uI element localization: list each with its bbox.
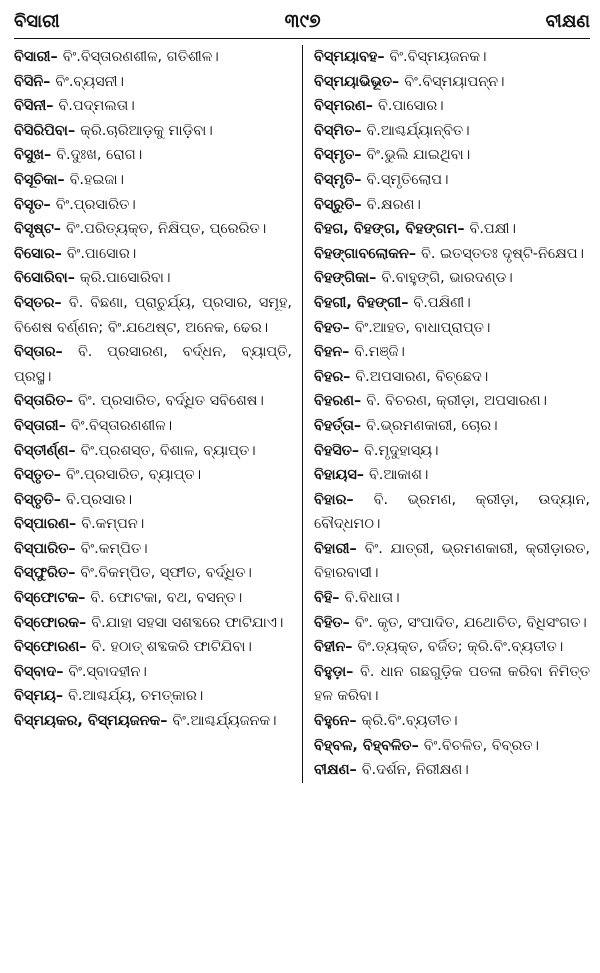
entry-definition: ବି.ହଇଜା।	[69, 171, 125, 188]
entry-definition: ବି. ଇତସ୍ତତଃ ଦୃଷ୍ଟି-ନିକ୍ଷେପ।	[421, 245, 584, 262]
entry-dash: –	[53, 467, 66, 484]
dictionary-entry	[14, 709, 292, 734]
entry-headword: ବିହ୍ବଳ, ବିହ୍ବଳିତ	[314, 737, 412, 754]
dictionary-entry	[314, 365, 590, 390]
dictionary-entry	[14, 291, 292, 340]
entry-dash: –	[54, 294, 69, 311]
entry-headword: ବିସାରୀ	[14, 49, 51, 65]
entry-headword: ବିହୁଡ଼ା	[314, 663, 347, 680]
dictionary-entry	[314, 660, 590, 709]
entry-headword: ବିହାରୀ	[314, 540, 350, 557]
entry-dash: –	[58, 417, 71, 434]
dictionary-entry	[14, 586, 292, 611]
entry-headword: ବିସୋର	[14, 245, 55, 262]
entry-dash: –	[351, 442, 365, 459]
entry-dash: –	[346, 663, 360, 680]
dictionary-entry	[14, 561, 292, 586]
entry-dash: –	[332, 590, 345, 607]
entry-dash: –	[392, 73, 405, 90]
page-header	[14, 6, 590, 36]
dictionary-entry	[14, 635, 292, 660]
entry-headword: ବିସ୍ମରଣ	[314, 98, 366, 115]
entry-dash: –	[79, 614, 92, 631]
entry-headword: ବିହର	[314, 368, 344, 385]
entry-headword: ବିସ୍ପାରଣ	[14, 516, 70, 533]
entry-definition: ବି.ମୃଦୁହାସ୍ୟ।	[364, 442, 439, 459]
entry-definition: ବି.ପ୍ରସାର।	[65, 491, 133, 508]
entry-headword: ବିସ୍ମିତ	[314, 122, 355, 139]
entry-dash: –	[55, 344, 78, 361]
entry-dash: –	[377, 49, 390, 65]
dictionary-entry	[314, 586, 590, 611]
entry-headword: ବିସ୍ତୃତ	[14, 467, 54, 484]
dictionary-entry	[314, 709, 590, 734]
entry-headword: ବିସୁଖ	[14, 147, 44, 164]
entry-dash: –	[55, 688, 69, 705]
dictionary-entry	[314, 439, 590, 464]
entry-dash: –	[354, 393, 367, 410]
dictionary-entry	[314, 119, 590, 144]
entry-definition: ବି.ଯାହା ସହସା ସଶବ୍ଦରେ ଫାଟିଯାଏ।	[91, 614, 284, 631]
entry-dash: –	[43, 196, 56, 213]
entry-definition: ବିଂ.ପ୍ରଶସ୍ତ, ବିଶାଳ, ବ୍ୟାପ୍ତ।	[80, 442, 256, 459]
entry-headword: ବିସ୍ମୟାଭିଭୂତ	[314, 73, 393, 90]
entry-definition: ବି. ଭ୍ରମଣ, କ୍ରୀଡ଼ା, ଉଦ୍ୟାନ, ବୌଦ୍ଧମଠ।	[314, 491, 590, 533]
entry-headword: ବିହାୟସ	[314, 467, 357, 484]
dictionary-entry	[14, 193, 292, 218]
entry-headword: ବିସ୍ବାଦ	[14, 663, 57, 680]
dictionary-entry	[14, 488, 292, 513]
entry-dash: –	[343, 368, 356, 385]
entry-headword: ବିସ୍ତାର	[14, 344, 56, 361]
entry-definition: ବି. ବିଚରଣ, କ୍ରୀଡ଼ା, ଅପସାରଣ।	[366, 393, 547, 410]
dictionary-entry	[314, 463, 590, 488]
dictionary-entry	[14, 414, 292, 439]
entry-headword: ବିସିରିପିବା	[14, 122, 68, 139]
header-rule	[14, 38, 590, 39]
entry-definition: ବି. ଧାନ ଗଛଗୁଡ଼ିକ ପତଳା କରିବା ନିମିତ୍ତ ହଳ କରିବା।	[314, 663, 590, 705]
entry-dash: –	[160, 713, 173, 730]
entry-headword: ବିସୃଷ୍ଟ	[14, 221, 54, 238]
entry-headword: ବିସ୍ଫୋରକ	[14, 614, 80, 631]
entry-definition: ବିଂ. ଯାତ୍ରୀ, ଭ୍ରମଣକାରୀ, କ୍ରୀଡ଼ାରତ, ବିହାରବାସୀ।	[314, 540, 590, 582]
entry-headword: ବିସ୍ପାରିତ	[14, 540, 69, 557]
dictionary-entry	[314, 168, 590, 193]
entry-headword: ବିହଙ୍ଗାବଲୋକନ	[314, 245, 409, 262]
entry-dash: –	[457, 221, 470, 238]
entry-definition: ବିଂ.ବିଚଳିତ, ବିବ୍ରତ।	[423, 737, 539, 754]
entry-headword: ବିହର୍ତ୍ତା	[314, 417, 354, 434]
entry-definition: ବି.ପାସୋର।	[377, 98, 444, 115]
entry-headword: ବିସୂଚିକା	[14, 171, 58, 188]
dictionary-entry	[314, 414, 590, 439]
dictionary-entry	[14, 266, 292, 291]
entry-headword: ବିସୋରିବା	[14, 270, 68, 287]
entry-headword: ବିସ୍ରୁତି	[314, 196, 355, 213]
entry-definition: ବିଂ. ପ୍ରସାରିତ, ବର୍ଦ୍ଧିତ ସବିଶେଷ।	[78, 393, 264, 410]
entry-definition: ବିଂ.ବିସ୍ମୟଜନକ।	[389, 49, 487, 65]
dictionary-entry	[314, 635, 590, 660]
dictionary-entry	[14, 45, 292, 70]
entry-definition: ବି.ପଦ୍ମଲତା।	[58, 98, 135, 115]
entry-dash: –	[349, 540, 365, 557]
dictionary-entry	[14, 660, 292, 685]
entry-definition: ବି.ଆଶ୍ଚର୍ଯ୍ୟାନ୍ବିତ।	[366, 122, 470, 139]
entry-definition: କ୍ରି.ବିଂ.ବ୍ୟତୀତ।	[361, 713, 458, 730]
entry-headword: ବିହଗ, ବିହଙ୍ଗ, ବିହଙ୍ଗମ	[314, 221, 458, 238]
dictionary-entry	[314, 611, 590, 636]
dictionary-entry	[14, 70, 292, 95]
entry-dash: –	[365, 98, 378, 115]
entry-headword: ବିହିତ	[314, 614, 343, 631]
entry-headword: ବିସ୍ତୃତି	[14, 491, 54, 508]
entry-dash: –	[53, 491, 66, 508]
entry-dash: –	[354, 171, 367, 188]
entry-definition: ବି.ପକ୍ଷୀ।	[469, 221, 516, 238]
entry-definition: ବି.ଅପସାରଣ, ବିଚ୍ଛେଦ।	[355, 368, 489, 385]
entry-headword: ବିହାର	[314, 491, 347, 508]
right-column	[302, 45, 590, 783]
entry-headword: ବିସିନି	[14, 73, 44, 90]
entry-definition: ବି.ମଞ୍ଜି।	[354, 344, 405, 361]
entry-headword: ବିସ୍ତାରିତ	[14, 393, 66, 410]
entry-definition: ବିଂ.ବିକମ୍ପିତ, ସ୍ଫୀତ, ବର୍ଦ୍ଧିତ।	[80, 565, 252, 582]
entry-dash: –	[354, 196, 367, 213]
entry-definition: ବି.ବାହୁଙ୍ଗି, ଭାରଦଣ୍ଡ।	[381, 270, 513, 287]
entry-definition: ବିଂ.ପ୍ରସାରିତ।	[55, 196, 136, 213]
dictionary-entry	[14, 512, 292, 537]
entry-dash: –	[401, 294, 414, 311]
entry-dash: –	[345, 639, 358, 656]
dictionary-entry	[314, 143, 590, 168]
entry-dash: –	[369, 270, 382, 287]
entry-dash: –	[53, 221, 67, 238]
dictionary-entry	[314, 217, 590, 242]
entry-definition: ବି. ପ୍ରସାରଣ, ବର୍ଦ୍ଧନ, ବ୍ୟାପ୍ତି, ପ୍ରସ୍ଥ।	[14, 344, 292, 385]
dictionary-entry	[14, 389, 292, 414]
entry-definition: ବିଂ.ତ୍ୟକ୍ତ, ବର୍ଜିତ; କ୍ରି.ବିଂ.ବ୍ୟତୀତ।	[357, 639, 564, 656]
entry-dash: –	[68, 565, 81, 582]
dictionary-entry	[14, 439, 292, 464]
entry-definition: ବିଂ.ପ୍ରସାରିତ, ବ୍ୟାପ୍ତ।	[65, 467, 202, 484]
dictionary-entry	[14, 340, 292, 389]
dictionary-entry	[14, 94, 292, 119]
entry-dash: –	[43, 147, 57, 164]
entry-definition: ବିଂ.କମ୍ପିତ।	[80, 540, 148, 557]
columns	[14, 45, 590, 783]
dictionary-entry	[314, 193, 590, 218]
entry-dash: –	[69, 516, 82, 533]
dictionary-entry	[314, 488, 590, 537]
entry-definition: ବି.ଆଶ୍ଚର୍ଯ୍ୟ, ଚମତ୍କାର।	[68, 688, 204, 705]
entry-dash: –	[50, 49, 63, 65]
entry-definition: ବିଂ.ପରିତ୍ୟକ୍ତ, ନିକ୍ଷିପ୍ତ, ପ୍ରେରିତ।	[66, 221, 267, 238]
entry-headword: ବିସ୍ମୃତି	[314, 171, 355, 188]
entry-headword: ବିହଗୀ, ବିହଙ୍ଗୀ	[314, 294, 402, 311]
page-number: ୩୯୭	[284, 10, 321, 32]
dictionary-entry	[14, 611, 292, 636]
column-divider	[302, 45, 303, 783]
header-left-guideword: ବିସାରୀ	[14, 10, 60, 32]
entry-definition: କ୍ରି.ପାସୋରିବା।	[79, 270, 171, 287]
entry-definition: ବିଂ.ଆଶ୍ଚର୍ଯ୍ୟଜନକ।	[172, 713, 277, 730]
entry-headword: ବିହୀନ	[314, 639, 346, 656]
entry-headword: ବିହସିତ	[314, 442, 352, 459]
dictionary-entry	[314, 291, 590, 316]
entry-definition: ବି.ସ୍ମୃତିଲୋପ।	[366, 171, 449, 188]
dictionary-entry	[314, 389, 590, 414]
dictionary-entry	[314, 45, 590, 70]
dictionary-entry	[314, 94, 590, 119]
dictionary-entry	[314, 266, 590, 291]
entry-dash: –	[57, 171, 70, 188]
entry-headword: ବିସ୍ଫୁରିତ	[14, 565, 69, 582]
entry-definition: ବିଂ.ବିସ୍ତାରଣଶୀଳ, ଗତିଶୀଳ।	[62, 49, 219, 65]
entry-headword: ବିହି	[314, 590, 333, 607]
entry-dash: –	[78, 590, 91, 607]
entry-definition: ବିଂ.ବ୍ୟସନୀ।	[55, 73, 125, 90]
entry-dash: –	[65, 393, 79, 410]
entry-definition: ବି. ବିଛଣା, ପ୍ରାଚୁର୍ଯ୍ୟ, ପ୍ରସାର, ସମୂହ, ବିଶେଷ ବର୍ଣ୍ଣନ; ବିଂ.ଯଥେଷ୍ଟ, ଅନେକ, ଢେର।	[14, 294, 292, 336]
entry-definition: ବିଂ.ସ୍ବାଦହୀନ।	[68, 663, 147, 680]
entry-definition: ବି.ଦର୍ଶନ, ନିରୀକ୍ଷଣ।	[361, 762, 469, 779]
entry-headword: ବୀକ୍ଷଣ	[314, 762, 350, 779]
entry-headword: ବିହୁନେ	[314, 713, 350, 730]
entry-headword: ବିସ୍ତର	[14, 294, 55, 311]
entry-dash: –	[346, 491, 374, 508]
entry-headword: ବିସ୍ତୀର୍ଣ୍ଣ	[14, 442, 69, 459]
entry-definition: ବି. ହଠାତ୍ ଶବ୍ଦକରି ଫାଟିଯିବା।	[91, 639, 252, 656]
entry-dash: –	[68, 442, 81, 459]
entry-definition: ବି.କ୍ଷରଣ।	[366, 196, 421, 213]
entry-definition: ବିଂ.ବିସ୍ମୟାପନ୍ନ।	[404, 73, 505, 90]
entry-dash: –	[354, 122, 367, 139]
entry-headword: ବିସ୍ମୃତ	[314, 147, 355, 164]
entry-definition: ବି.ଦୁଃଖ, ରୋଗ।	[56, 147, 143, 164]
entry-definition: ବି.ବିଧାତା।	[344, 590, 400, 607]
entry-definition: ବି.ଆକାଶ।	[368, 467, 429, 484]
entry-headword: ବିସ୍ମୟ	[14, 688, 56, 705]
entry-headword: ବିହନ	[314, 344, 343, 361]
entry-dash: –	[356, 467, 369, 484]
dictionary-entry	[314, 340, 590, 365]
entry-headword: ବିସ୍ଫୋରଣ	[14, 639, 80, 656]
entry-definition: ବି.ଭ୍ରମଣକାରୀ, ଚୋର।	[366, 417, 498, 434]
dictionary-entry	[14, 217, 292, 242]
entry-definition: ବିଂ.ଆହତ, ବାଧାପ୍ରାପ୍ତ।	[354, 319, 491, 336]
entry-headword: ବିସିନୀ	[14, 98, 47, 115]
dictionary-entry	[14, 242, 292, 267]
dictionary-entry	[314, 242, 590, 267]
dictionary-entry	[314, 70, 590, 95]
entry-dash: –	[411, 737, 424, 754]
entry-dash: –	[349, 762, 362, 779]
entry-dash: –	[68, 540, 81, 557]
entry-dash: –	[67, 270, 80, 287]
entry-definition: ବିଂ.ଭୁଲି ଯାଇଥିବା।	[366, 147, 471, 164]
entry-headword: ବିସୃତ	[14, 196, 44, 213]
dictionary-entry	[14, 684, 292, 709]
entry-headword: ବିହତ	[314, 319, 343, 336]
entry-definition: ବି.ପକ୍ଷିଣୀ।	[413, 294, 471, 311]
entry-dash: –	[46, 98, 59, 115]
entry-dash: –	[56, 663, 69, 680]
entry-definition: ବିଂ.ବିସ୍ତାରଣଶୀଳ।	[70, 417, 173, 434]
entry-dash: –	[43, 73, 56, 90]
header-right-guideword: ବୀକ୍ଷଣ	[545, 10, 590, 32]
left-column	[14, 45, 302, 783]
entry-headword: ବିସ୍ତାରୀ	[14, 417, 59, 434]
dictionary-entry	[14, 537, 292, 562]
entry-dash: –	[79, 639, 92, 656]
entry-dash: –	[349, 713, 362, 730]
entry-dash: –	[353, 417, 367, 434]
entry-headword: ବିସ୍ମୟକର, ବିସ୍ମୟଜନକ	[14, 713, 161, 730]
dictionary-entry	[14, 168, 292, 193]
entry-dash: –	[342, 344, 355, 361]
dictionary-entry	[314, 316, 590, 341]
dictionary-entry	[14, 463, 292, 488]
entry-definition: ବିଂ. କୃତ, ସଂପାଦିତ, ଯଥୋଚିତ, ବିଧିସଂଗତ।	[354, 614, 587, 631]
dictionary-entry	[314, 537, 590, 586]
entry-dash: –	[54, 245, 67, 262]
entry-definition: କ୍ରି.ଚାରିଆଡ଼କୁ ମାଡ଼ିବା।	[80, 122, 213, 139]
entry-definition: ବିଂ.ପାସୋର।	[66, 245, 137, 262]
entry-definition: ବି.କମ୍ପନ।	[81, 516, 145, 533]
entry-dash: –	[408, 245, 422, 262]
dictionary-entry	[14, 143, 292, 168]
entry-headword: ବିସ୍ମୟାବହ	[314, 49, 378, 65]
entry-headword: ବିହରଣ	[314, 393, 354, 410]
dictionary-entry	[314, 734, 590, 759]
entry-headword: ବିହଙ୍ଗିକା	[314, 270, 370, 287]
entry-dash: –	[342, 319, 355, 336]
dictionary-entry	[314, 758, 590, 783]
entry-dash: –	[342, 614, 355, 631]
dictionary-entry	[14, 119, 292, 144]
entry-headword: ବିସ୍ଫୋଟକ	[14, 590, 79, 607]
entry-dash: –	[354, 147, 367, 164]
entry-definition: ବି. ଫୋଟକା, ବଥ, ବସନ୍ତ।	[90, 590, 243, 607]
entry-dash: –	[67, 122, 81, 139]
